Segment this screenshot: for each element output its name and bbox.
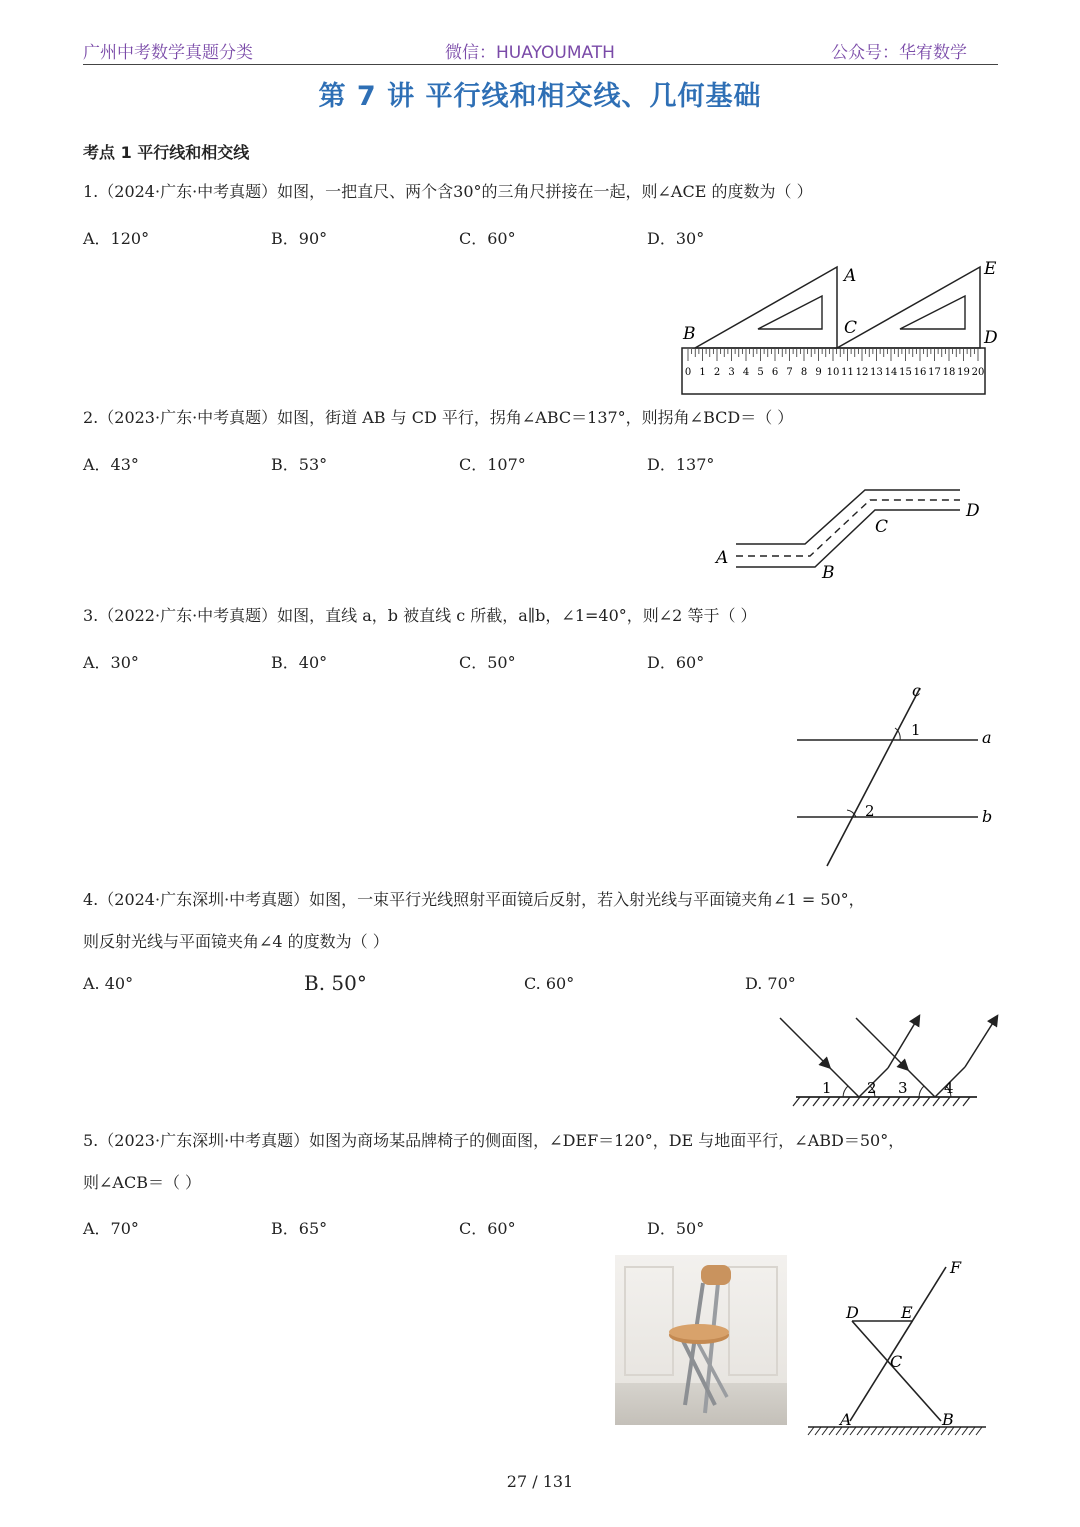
- header-right: 公众号：华宥数学: [831, 43, 967, 63]
- incident-ray-2-end: [906, 1068, 935, 1097]
- ruler-tick-label: 16: [913, 367, 927, 378]
- q5-option-a: A．70°: [83, 1219, 139, 1238]
- hatch-mark: [843, 1097, 850, 1106]
- hatch-mark: [803, 1097, 810, 1106]
- hatch-mark: [863, 1097, 870, 1106]
- triangle-left: [695, 267, 837, 348]
- label-C: C: [890, 1352, 903, 1371]
- ruler-tick-label: 13: [870, 367, 883, 378]
- triangle-left-inner: [758, 296, 822, 329]
- ruler-tick-label: 4: [742, 367, 750, 378]
- reflected-ray-2-end: [965, 1018, 996, 1067]
- ruler-tick-label: 2: [713, 367, 721, 378]
- q3-option-d: D．60°: [647, 653, 705, 672]
- hatch-mark: [899, 1427, 905, 1435]
- hatch-mark: [813, 1097, 820, 1106]
- ruler-tick-label: 12: [855, 367, 869, 378]
- header-divider: [83, 64, 998, 65]
- ground-hatching: [808, 1427, 982, 1435]
- hatch-mark: [857, 1427, 863, 1435]
- hatch-mark: [953, 1097, 960, 1106]
- segment-DB: [852, 1321, 941, 1421]
- ruler-tick-label: 6: [771, 367, 779, 378]
- ruler-tick-label: 14: [884, 367, 898, 378]
- label-D: D: [984, 328, 998, 348]
- label-E: E: [984, 259, 997, 279]
- hatch-mark: [815, 1427, 821, 1435]
- label-C: C: [875, 517, 889, 537]
- q1-option-b: B．90°: [271, 229, 328, 248]
- hatch-mark: [853, 1097, 860, 1106]
- q3-option-c: C．50°: [459, 653, 516, 672]
- ruler-tick-label: 11: [841, 367, 854, 378]
- triangle-right: [837, 267, 980, 348]
- ruler-tick-label: 0: [684, 367, 692, 378]
- label-D: D: [966, 501, 980, 521]
- ruler-tick-label: 18: [942, 367, 956, 378]
- q4-option-b: B. 50°: [304, 971, 367, 995]
- ruler-tick-label: 19: [957, 367, 970, 378]
- q1-option-a: A．120°: [83, 229, 150, 248]
- hatch-mark: [808, 1427, 814, 1435]
- question-4-text: 4.（2024·广东深圳·中考真题）如图，一束平行光线照射平面镜后反射，若入射光线与平面镜夹角∠1 = 50°，: [83, 890, 865, 909]
- page-title: 第 7 讲 平行线和相交线、几何基础: [318, 81, 762, 112]
- q2-option-d: D．137°: [647, 455, 715, 474]
- q5-option-c: C．60°: [459, 1219, 516, 1238]
- label-A: A: [716, 548, 729, 568]
- q3-figure: [790, 680, 1000, 870]
- question-5-text-cont: 则∠ACB＝（ ）: [83, 1173, 202, 1192]
- q5-figure: [800, 1255, 1000, 1440]
- hatch-mark: [883, 1097, 890, 1106]
- hatch-mark: [963, 1097, 970, 1106]
- hatch-mark: [934, 1427, 940, 1435]
- label-c: c: [912, 681, 921, 700]
- mirror-hatching: [793, 1097, 970, 1106]
- chair-photo: [615, 1255, 787, 1425]
- label-4: 4: [944, 1079, 954, 1097]
- q1-option-c: C．60°: [459, 229, 516, 248]
- question-3-text: 3.（2022·广东·中考真题）如图，直线 a，b 被直线 c 所截，a∥b，∠1=40°，则∠2 等于（ ）: [83, 606, 757, 625]
- question-2-text: 2.（2023·广东·中考真题）如图，街道 AB 与 CD 平行，拐角∠ABC＝137°，则拐角∠BCD＝（ ）: [83, 408, 794, 427]
- hatch-mark: [878, 1427, 884, 1435]
- ruler-tick-label: 17: [928, 367, 941, 378]
- hatch-mark: [969, 1427, 975, 1435]
- label-b: b: [982, 807, 993, 826]
- ruler-tick-label: 1: [699, 367, 706, 378]
- hatch-mark: [833, 1097, 840, 1106]
- q5-option-d: D．50°: [647, 1219, 705, 1238]
- page-number: 27 / 131: [506, 1472, 574, 1491]
- ruler-tick-label: 5: [757, 367, 764, 378]
- label-2: 2: [867, 1079, 877, 1097]
- header-left: 广州中考数学真题分类: [83, 43, 253, 63]
- hatch-mark: [906, 1427, 912, 1435]
- hatch-mark: [892, 1427, 898, 1435]
- hatch-mark: [871, 1427, 877, 1435]
- hatch-mark: [793, 1097, 800, 1106]
- label-B: B: [683, 324, 696, 344]
- hatch-mark: [885, 1427, 891, 1435]
- reflected-ray-1-end: [888, 1018, 918, 1068]
- hatch-mark: [913, 1097, 920, 1106]
- q4-option-a: A. 40°: [83, 974, 134, 993]
- hatch-mark: [976, 1427, 982, 1435]
- q3-option-a: A．30°: [83, 653, 139, 672]
- hatch-mark: [893, 1097, 900, 1106]
- label-1: 1: [911, 721, 921, 739]
- label-1: 1: [822, 1079, 832, 1097]
- ruler-tick-label: 7: [786, 367, 793, 378]
- incident-ray-1: [780, 1018, 828, 1066]
- hatch-mark: [923, 1097, 930, 1106]
- ruler-tick-label: 10: [826, 367, 840, 378]
- ruler-tick-labels: [685, 367, 985, 378]
- label-D: D: [846, 1303, 859, 1322]
- label-C: C: [844, 318, 858, 338]
- hatch-mark: [927, 1427, 933, 1435]
- label-A: A: [840, 1410, 852, 1429]
- label-A: A: [844, 266, 857, 286]
- question-4-text-cont: 则反射光线与平面镜夹角∠4 的度数为（ ）: [83, 932, 389, 951]
- hatch-mark: [920, 1427, 926, 1435]
- ruler-tick-label: 15: [899, 367, 912, 378]
- hatch-mark: [829, 1427, 835, 1435]
- angle-1-arc: [843, 1086, 848, 1097]
- hatch-mark: [873, 1097, 880, 1106]
- hatch-mark: [823, 1097, 830, 1106]
- q2-figure: [700, 480, 1000, 590]
- line-c: [827, 688, 920, 866]
- hatch-mark: [933, 1097, 940, 1106]
- hatch-mark: [962, 1427, 968, 1435]
- ruler-ticks: [688, 349, 978, 361]
- q2-option-c: C．107°: [459, 455, 526, 474]
- label-a: a: [982, 728, 992, 747]
- ruler-tick-label: 3: [728, 367, 735, 378]
- label-3: 3: [898, 1079, 908, 1097]
- street-center-line: [736, 500, 960, 556]
- ruler-tick-label: 20: [971, 367, 985, 378]
- hatch-mark: [955, 1427, 961, 1435]
- section-heading: 考点 1 平行线和相交线: [83, 143, 250, 162]
- street-lower-edge: [736, 510, 960, 567]
- ruler-tick-label: 8: [800, 367, 808, 378]
- angle-3-arc: [919, 1086, 924, 1097]
- q1-figure: [670, 255, 1000, 400]
- q4-option-c: C. 60°: [524, 974, 575, 993]
- q5-option-b: B．65°: [271, 1219, 328, 1238]
- incident-ray-2: [856, 1018, 906, 1068]
- label-2: 2: [865, 802, 875, 820]
- hatch-mark: [822, 1427, 828, 1435]
- header-center: 微信：HUAYOUMATH: [445, 43, 615, 63]
- q4-figure: [770, 1010, 1000, 1110]
- ruler-tick-label: 9: [815, 367, 822, 378]
- q3-option-b: B．40°: [271, 653, 328, 672]
- q4-option-d: D. 70°: [745, 974, 796, 993]
- q2-option-a: A．43°: [83, 455, 139, 474]
- hatch-mark: [943, 1097, 950, 1106]
- label-B: B: [942, 1410, 954, 1429]
- hatch-mark: [864, 1427, 870, 1435]
- question-1-text: 1.（2024·广东·中考真题）如图，一把直尺、两个含30°的三角尺拼接在一起，则∠ACE 的度数为（ ）: [83, 182, 813, 201]
- segment-AF: [850, 1267, 946, 1421]
- question-5-text: 5.（2023·广东深圳·中考真题）如图为商场某品牌椅子的侧面图，∠DEF＝120°，DE 与地面平行，∠ABD＝50°，: [83, 1131, 905, 1150]
- triangle-right-inner: [900, 296, 965, 329]
- q1-option-d: D．30°: [647, 229, 705, 248]
- label-E: E: [901, 1303, 913, 1322]
- label-B: B: [822, 563, 835, 583]
- q2-option-b: B．53°: [271, 455, 328, 474]
- hatch-mark: [903, 1097, 910, 1106]
- label-F: F: [950, 1258, 962, 1277]
- hatch-mark: [913, 1427, 919, 1435]
